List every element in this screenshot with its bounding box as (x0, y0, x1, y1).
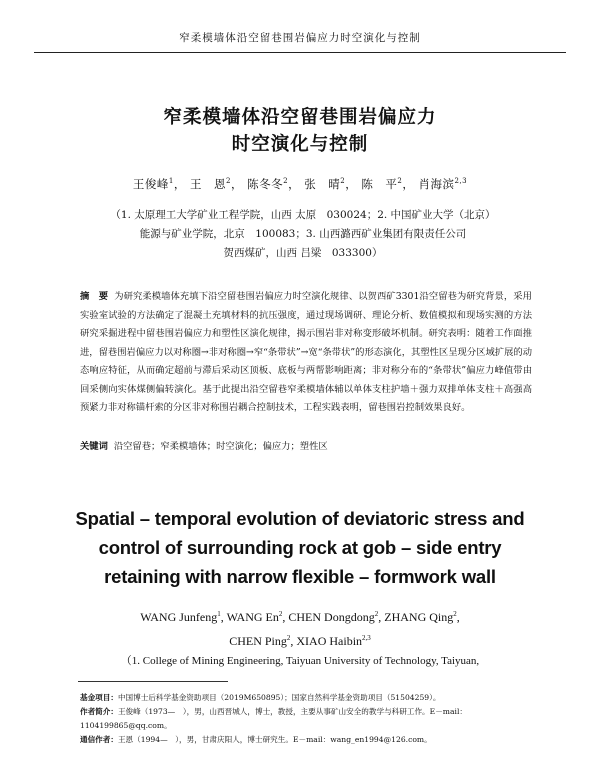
footnote-rule (78, 681, 228, 682)
abstract-text: 为研究柔模墙体充填下沿空留巷围岩偏应力时空演化规律、以贺西矿3301沿空留巷为研究背景，采用实验室试验的方法确定了混凝土充填材料的抗压强度，通过现场调研、理论分析、数值模拟和现场实测的方法研究采掘进程中留巷围岩偏应力和塑性区演化规律，揭示围岩非对称变形破坏机制。研究表明：随着工作面推进，留巷围岩偏应力以对称圈→非对称圈→窄“条带状”→宽“条带状”的形态演化，其塑性区呈现分区域扩展的动态响应特征，从而确定超前与滞后采动区顶板、底板与两帮影响距离；非对称分布的“条带状”偏应力峰值带由回采侧向实体煤侧偏转演化。基于此提出沿空留巷窄柔模墙体辅以单体支柱护墙＋强力双排单体支柱＋高强高预紧力非对称锚杆索的分区非对称围岩耦合控制技术，工程实践表明，留巷围岩控制效果良好。 (80, 291, 532, 413)
header-rule (34, 52, 566, 53)
title-en-line-3: retaining with narrow flexible – formwork wall (104, 566, 496, 587)
author-cn: 陈 平$^2$， (361, 177, 415, 191)
abstract-cn (80, 288, 532, 418)
author-en: CHEN Ping$^2$, (229, 634, 297, 648)
footnote-fund: 基金项目：中国博士后科学基金资助项目（2019M650895）；国家自然科学基金资助项目（51504259）。 (80, 693, 441, 702)
author-cn: 王 恩$^2$， (189, 177, 243, 191)
keywords-label: 关键词 (80, 441, 108, 452)
abstract-label: 摘 要 (80, 291, 109, 302)
footnote-author: 作者简介：王俊峰（1973— ），男，山西晋城人，博士，教授，主要从事矿山安全的教学与科研工作。E－mail：1104199865@qq.com。 (80, 707, 467, 730)
authors-en-line-2 (80, 628, 520, 652)
author-en: WANG En$^2$, (226, 610, 289, 624)
keywords-cn (80, 438, 532, 456)
footnotes (80, 691, 540, 747)
running-header: 窄柔模墙体沿空留巷围岩偏应力时空演化与控制 (179, 32, 421, 44)
title-en-line-1: Spatial – temporal evolution of deviatoric stress and (75, 508, 525, 529)
authors-cn (0, 176, 600, 192)
affiliation-cn-line: 能源与矿业学院，北京 100083；3. 山西潞西矿业集团有限责任公司 (139, 228, 467, 240)
title-en-line-2: control of surrounding rock at gob – side entry (98, 537, 502, 558)
author-en: WANG Junfeng$^1$, (140, 610, 227, 624)
affiliation-cn-line: （1. 太原理工大学矿业工程学院，山西 太原 030024；2. 中国矿业大学（北京） (110, 209, 496, 221)
footnote-corresponding: 通信作者：王恩（1994— ），男，甘肃庆阳人，博士研究生。E－mail：wang_en1994@126.com。 (80, 735, 432, 744)
affiliation-en: （1. College of Mining Engineering, Taiyuan University of Technology, Taiyuan, (120, 655, 480, 667)
title-cn-line-2: 时空演化与控制 (231, 134, 369, 155)
author-cn: 张 晴$^2$， (304, 177, 358, 191)
title-cn-line-1: 窄柔模墙体沿空留巷围岩偏应力 (163, 107, 437, 128)
author-cn: 肖海滨$^{2,3}$ (418, 177, 468, 191)
author-en: ZHANG Qing$^2$, (384, 610, 460, 624)
authors-en (80, 604, 520, 652)
title-cn (0, 104, 600, 158)
author-cn: 王俊峰$^1$， (132, 177, 186, 191)
authors-en-line-1 (80, 604, 520, 628)
author-cn: 陈冬冬$^2$， (247, 177, 301, 191)
affiliation-cn (68, 206, 538, 263)
keywords-text: 沿空留巷；窄柔模墙体；时空演化；偏应力；塑性区 (113, 441, 328, 452)
author-en: CHEN Dongdong$^2$, (288, 610, 385, 624)
author-en: XIAO Haibin$^{2,3}$ (296, 634, 371, 648)
title-en (60, 504, 540, 591)
affiliation-cn-line: 贺西煤矿，山西 吕梁 033300） (223, 247, 383, 259)
